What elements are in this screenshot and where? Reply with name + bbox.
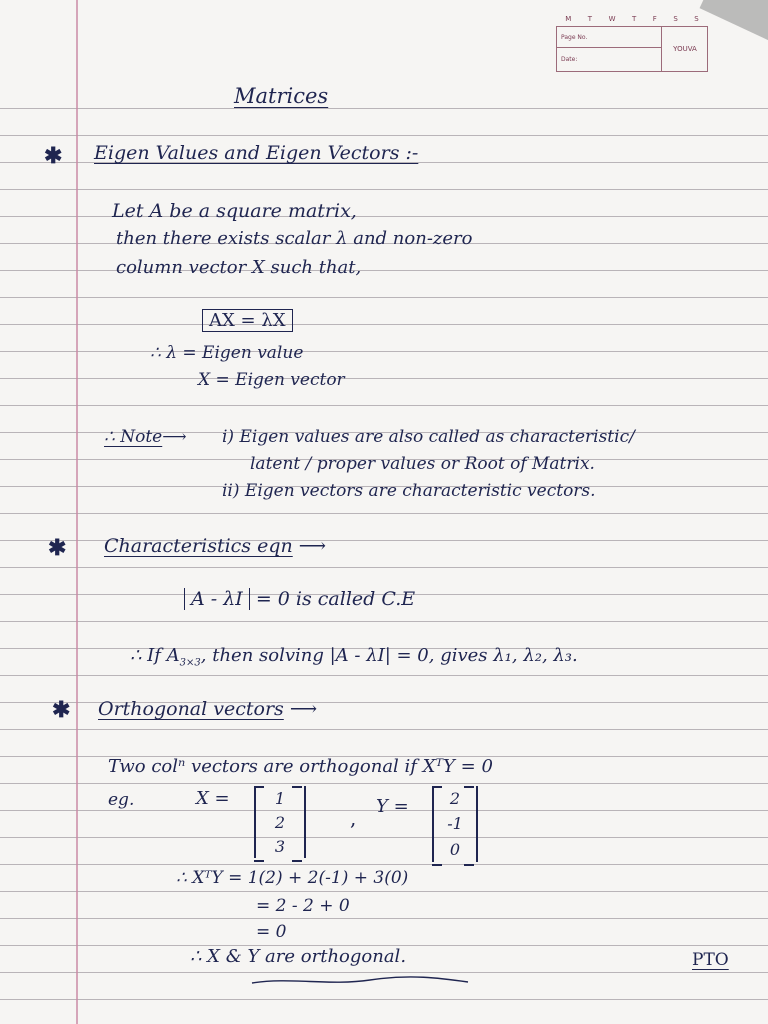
calculation-line-3: = 0	[256, 922, 287, 942]
pto-label: PTO	[692, 950, 729, 970]
brand-logo: YOUVA	[673, 45, 697, 53]
definition-eigen-value: ∴ λ = Eigen value	[150, 343, 304, 363]
text-line: column vector X such that,	[116, 257, 362, 278]
characteristic-solve-line	[130, 645, 578, 669]
section-heading-text: Orthogonal vectors	[98, 698, 284, 720]
orthogonal-definition: Two colⁿ vectors are orthogonal if XᵀY = 0	[108, 756, 493, 777]
matrix-entry: 2	[274, 812, 286, 832]
note-label	[104, 427, 187, 447]
determinant-expression: A - λI	[184, 588, 250, 610]
section-heading-orthogonal	[98, 698, 317, 720]
page-no-field: Page No.	[557, 27, 661, 48]
stamp-divider	[661, 27, 662, 71]
bracket-right	[464, 786, 474, 866]
characteristic-equation	[184, 588, 415, 610]
calculation-line-1: ∴ XᵀY = 1(2) + 2(-1) + 3(0)	[176, 868, 409, 888]
weekday: S	[694, 15, 699, 23]
matrix-entry: 3	[274, 836, 286, 856]
bracket-right	[292, 786, 302, 862]
matrix-order: 3×3	[179, 657, 201, 669]
characteristic-equation-rest: = 0 is called C.E	[255, 588, 416, 610]
example-label: eg.	[108, 790, 135, 810]
text-line: then there exists scalar λ and non-zero	[116, 228, 473, 249]
weekday: T	[632, 15, 637, 23]
weekday: S	[673, 15, 678, 23]
orthogonal-conclusion: ∴ X & Y are orthogonal.	[190, 946, 407, 967]
weekday: T	[587, 15, 593, 23]
matrix-entry: 2	[449, 789, 461, 809]
vector-y-label: Y =	[376, 796, 409, 817]
bullet-star-icon: ✱	[52, 697, 71, 723]
if-suffix: , then solving |A - λI| = 0, gives λ₁, λ₂, λ₃.	[200, 645, 578, 666]
bracket-left	[432, 786, 442, 866]
note-item-1-cont: latent / proper values or Root of Matrix.	[250, 454, 595, 474]
calculation-line-2: = 2 - 2 + 0	[256, 896, 350, 916]
bullet-star-icon: ✱	[44, 143, 63, 169]
bracket-left	[254, 786, 264, 862]
page-title: Matrices	[234, 84, 329, 108]
weekday: F	[652, 15, 657, 23]
matrix-entry: -1	[447, 814, 463, 834]
matrix-entry: 0	[449, 839, 461, 859]
arrow-right-icon: ⟶	[289, 698, 318, 720]
text-line: Let A be a square matrix,	[112, 200, 357, 222]
arrow-right-icon: ⟶	[298, 535, 327, 557]
note-item-2: ii) Eigen vectors are characteristic vectors.	[222, 481, 596, 501]
page-stamp	[556, 15, 708, 72]
if-prefix: ∴ If A	[130, 645, 180, 666]
note-label-text: ∴ Note	[104, 427, 163, 447]
section-heading-eigen: Eigen Values and Eigen Vectors :-	[94, 142, 419, 164]
eigen-equation: AX = λX	[202, 309, 293, 332]
margin-line	[76, 0, 78, 1024]
bullet-star-icon: ✱	[48, 535, 67, 561]
section-heading-text: Characteristics eqn	[104, 535, 293, 557]
underline-squiggle	[250, 974, 470, 988]
matrix-entry: 1	[274, 788, 286, 808]
arrow-right-icon: ⟶	[162, 427, 187, 447]
section-heading-characteristic	[104, 535, 326, 557]
definition-eigen-vector: X = Eigen vector	[198, 370, 345, 390]
comma-separator: ,	[350, 806, 357, 830]
weekday: M	[565, 15, 572, 23]
vector-x-label: X =	[196, 788, 230, 809]
weekday-row	[557, 15, 707, 23]
note-item-1: i) Eigen values are also called as characteristic/	[222, 427, 635, 447]
weekday: W	[608, 15, 616, 23]
date-field: Date:	[561, 56, 578, 63]
